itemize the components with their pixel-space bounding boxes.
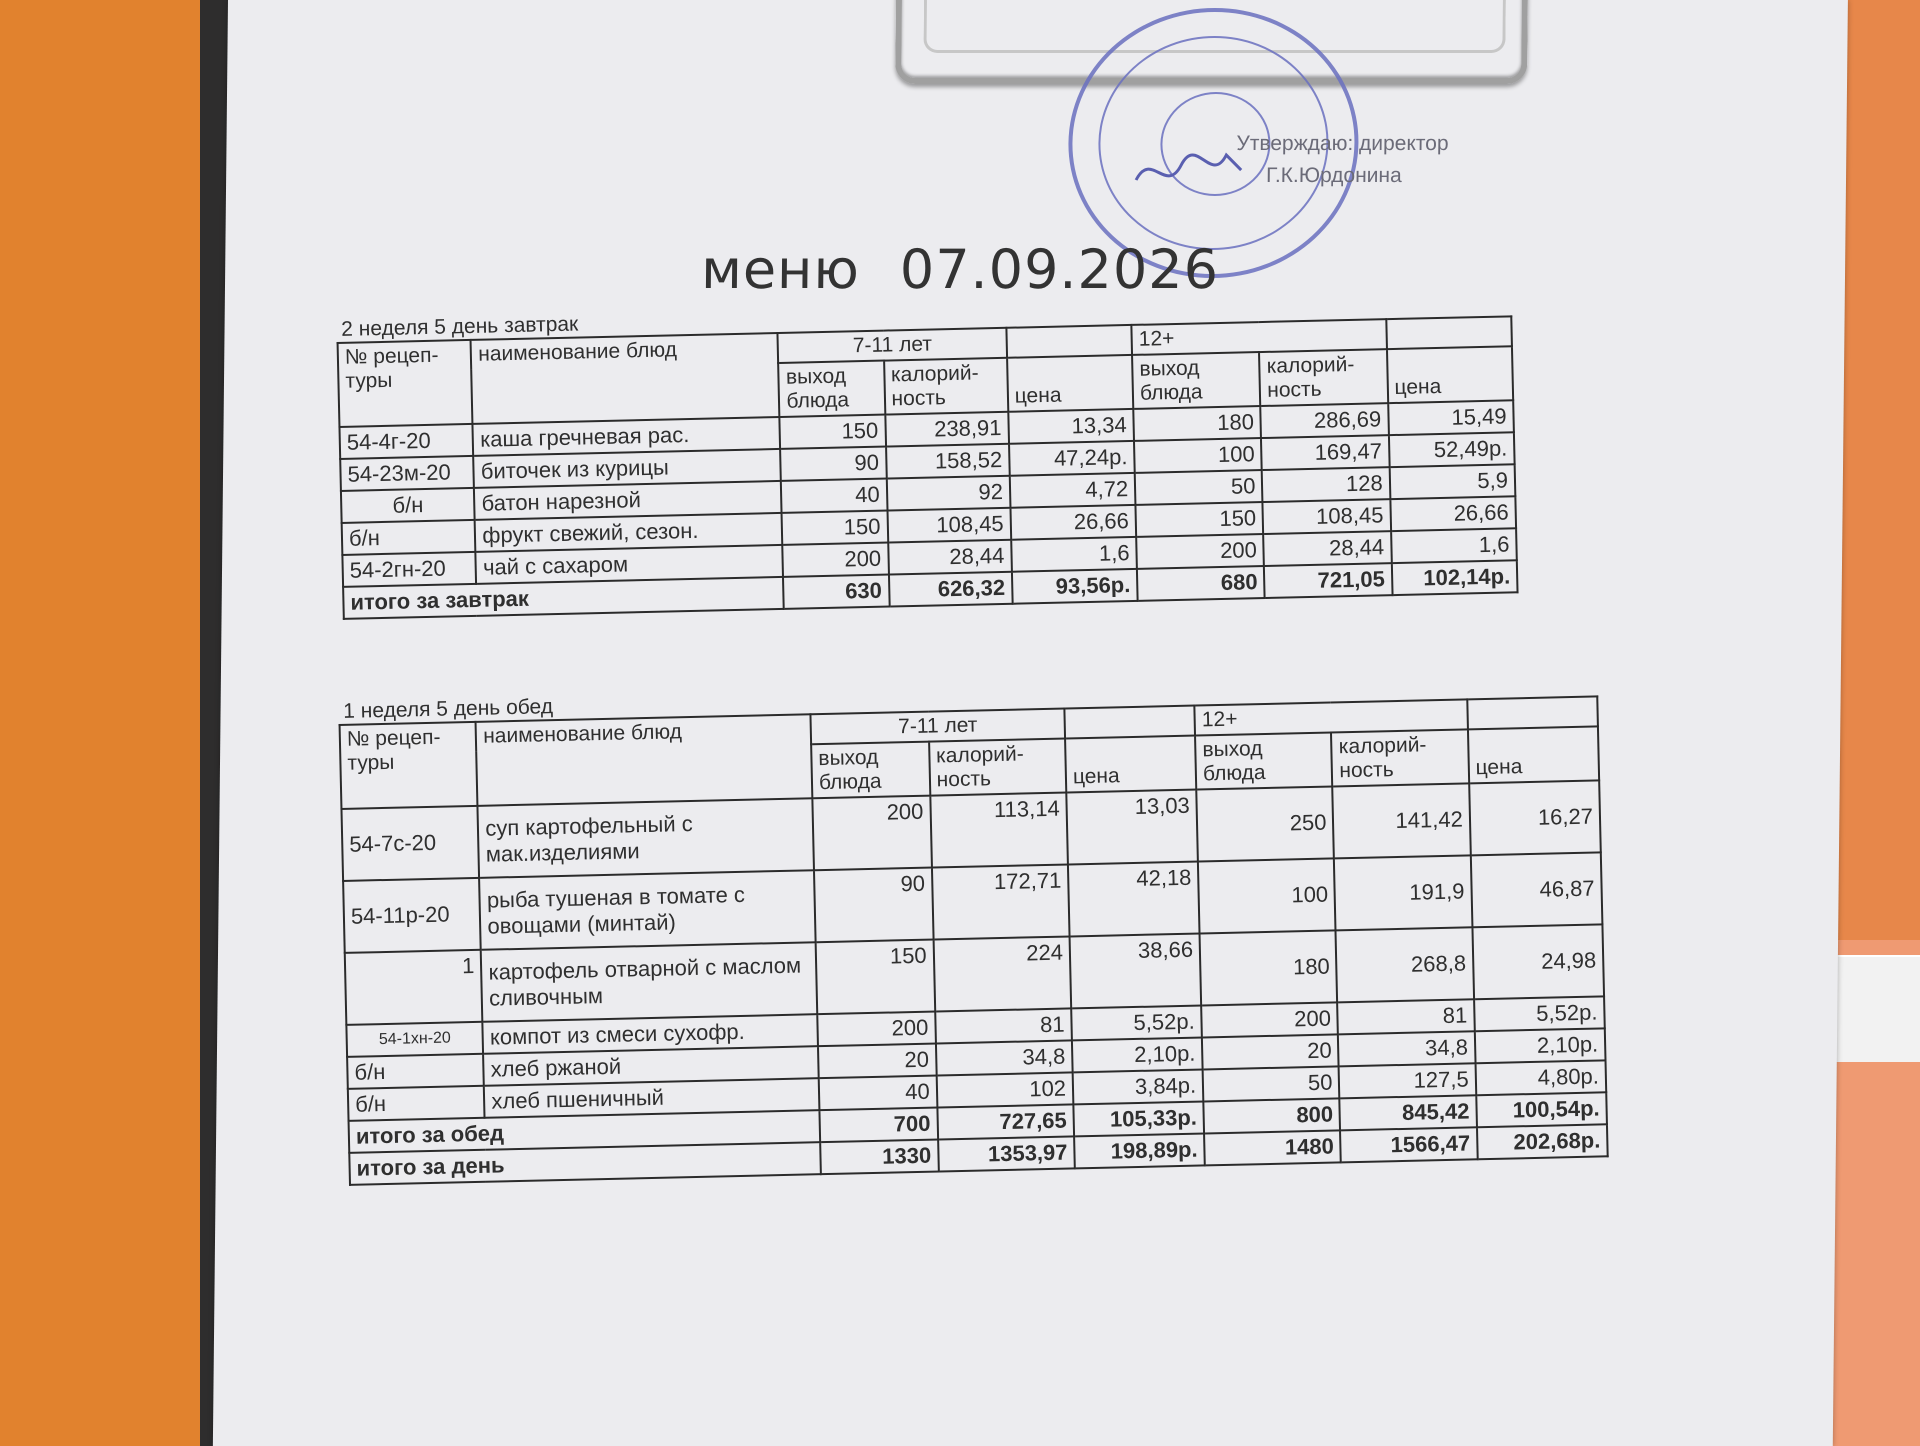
- header-age-1: 7-11 лет: [810, 709, 1065, 745]
- price-cell: 52,49р.: [1389, 432, 1515, 467]
- dish-cell: хлеб ржаной: [483, 1046, 818, 1086]
- total-price: 100,54р.: [1476, 1092, 1607, 1127]
- header-age-2: 12+: [1194, 699, 1467, 735]
- price-cell: 13,34: [1008, 409, 1134, 444]
- calories-cell: 108,45: [1263, 499, 1391, 534]
- signature-icon: [1131, 140, 1252, 200]
- header-recipe-no: № рецеп-туры: [338, 340, 473, 427]
- calories-cell: 113,14: [930, 793, 1068, 868]
- price-cell: 46,87: [1471, 852, 1603, 927]
- calories-cell: 286,69: [1261, 403, 1389, 438]
- header-price-2: цена: [1468, 726, 1599, 783]
- recipe-cell: б/н: [348, 1086, 485, 1121]
- total-price: 105,33р.: [1073, 1101, 1204, 1136]
- calories-cell: 224: [933, 936, 1071, 1011]
- day-total-calories: 1353,97: [938, 1136, 1075, 1171]
- calories-cell: 108,45: [887, 508, 1011, 543]
- total-calories: 721,05: [1264, 563, 1392, 598]
- day-total-price: 198,89р.: [1074, 1133, 1205, 1168]
- header-output-2: выход блюда: [1195, 732, 1333, 789]
- page-title: [701, 238, 1260, 301]
- output-cell: 40: [819, 1076, 937, 1111]
- price-cell: 3,84р.: [1073, 1069, 1204, 1104]
- output-cell: 90: [781, 447, 887, 481]
- calories-cell: 34,8: [936, 1040, 1073, 1075]
- calories-cell: 127,5: [1339, 1063, 1476, 1098]
- calories-cell: 28,44: [888, 540, 1012, 575]
- recipe-cell: 54-2гн-20: [342, 552, 476, 587]
- header-age-2: 12+: [1131, 319, 1386, 355]
- approval-line2: Г.К.Юрдонина: [1265, 164, 1402, 188]
- total-output: 700: [819, 1108, 937, 1143]
- recipe-cell: 54-11р-20: [343, 878, 481, 953]
- price-cell: 2,10р.: [1475, 1028, 1606, 1063]
- price-cell: 13,03: [1066, 790, 1198, 865]
- recipe-cell: б/н: [347, 1054, 484, 1089]
- calories-cell: 238,91: [885, 412, 1009, 447]
- output-cell: 150: [782, 511, 888, 545]
- header-calories-2: калорий-ность: [1259, 349, 1387, 406]
- price-cell: 26,66: [1390, 496, 1516, 531]
- header-dish-name: наименование блюд: [471, 333, 780, 424]
- output-cell: 180: [1133, 406, 1261, 441]
- day-total-output: 1480: [1204, 1130, 1341, 1165]
- price-cell: 42,18: [1068, 862, 1200, 937]
- output-cell: 200: [817, 1012, 935, 1047]
- header-price-1: цена: [1065, 736, 1196, 793]
- price-cell: 1,6: [1011, 537, 1137, 572]
- recipe-cell: 54-1хн-20: [346, 1022, 483, 1057]
- calories-cell: 81: [935, 1008, 1072, 1043]
- calories-cell: 169,47: [1261, 435, 1389, 470]
- breakfast-table: [336, 291, 1519, 620]
- total-calories: 845,42: [1340, 1095, 1477, 1130]
- price-cell: 24,98: [1472, 924, 1604, 999]
- dish-cell: компот из смеси сухофр.: [483, 1014, 818, 1054]
- output-cell: 50: [1203, 1066, 1340, 1101]
- approval-line1: Утверждаю: директор: [1236, 132, 1449, 156]
- header-calories-1: калорий-ность: [884, 358, 1008, 415]
- total-output: 630: [783, 575, 889, 609]
- calories-cell: 128: [1262, 467, 1390, 502]
- total-price: 93,56р.: [1012, 569, 1138, 604]
- output-cell: 200: [1201, 1002, 1338, 1037]
- output-cell: 200: [812, 796, 931, 871]
- day-total-label: итого за день: [349, 1142, 821, 1185]
- dish-cell: фрукт свежий, сезон.: [475, 513, 783, 552]
- dish-cell: картофель отварной с маслом сливочным: [481, 942, 817, 1022]
- total-calories: 727,65: [937, 1104, 1074, 1139]
- header-price-1: цена: [1007, 355, 1133, 412]
- price-cell: 47,24р.: [1009, 441, 1135, 476]
- lunch-caption: 1 неделя 5 день обед: [342, 695, 554, 723]
- header-calories-2: калорий-ность: [1331, 729, 1469, 786]
- recipe-cell: 54-7с-20: [341, 806, 479, 881]
- price-cell: 5,9: [1389, 464, 1515, 499]
- price-cell: 5,52р.: [1071, 1005, 1202, 1040]
- output-cell: 100: [1134, 438, 1262, 473]
- day-total-calories: 1566,47: [1340, 1127, 1477, 1162]
- day-total-output: 1330: [820, 1140, 938, 1175]
- price-cell: 4,72: [1010, 473, 1136, 508]
- recipe-cell: б/н: [341, 488, 475, 523]
- output-cell: 90: [814, 868, 933, 943]
- dish-cell: каша гречневая рас.: [473, 417, 781, 456]
- header-dish-name: наименование блюд: [476, 714, 812, 806]
- calories-cell: 191,9: [1334, 855, 1472, 930]
- calories-cell: 102: [936, 1072, 1073, 1107]
- price-cell: 38,66: [1070, 934, 1202, 1009]
- header-calories-1: калорий-ность: [929, 739, 1067, 796]
- output-cell: 150: [780, 415, 886, 449]
- price-cell: 16,27: [1469, 780, 1601, 855]
- price-cell: 2,10р.: [1072, 1037, 1203, 1072]
- price-cell: 1,6: [1391, 528, 1517, 563]
- header-output-2: выход блюда: [1132, 352, 1260, 409]
- output-cell: 50: [1135, 470, 1263, 505]
- total-price: 102,14р.: [1391, 560, 1517, 595]
- output-cell: 20: [818, 1044, 936, 1079]
- price-cell: 4,80р.: [1475, 1060, 1606, 1095]
- header-age-1: 7-11 лет: [778, 328, 1007, 363]
- dish-cell: суп картофельный с мак.изделиями: [478, 798, 814, 878]
- dish-cell: рыба тушеная в томате с овощами (минтай): [479, 870, 815, 950]
- output-cell: 100: [1198, 858, 1336, 933]
- calories-cell: 34,8: [1338, 1031, 1475, 1066]
- calories-cell: 28,44: [1263, 531, 1391, 566]
- output-cell: 40: [781, 479, 887, 513]
- dish-cell: чай с сахаром: [476, 545, 784, 584]
- title-word: меню: [700, 238, 861, 302]
- output-cell: 200: [1136, 534, 1264, 569]
- header-output-1: выход блюда: [811, 742, 930, 799]
- calories-cell: 92: [886, 476, 1010, 511]
- day-total-price: 202,68р.: [1477, 1124, 1608, 1159]
- recipe-cell: 54-23м-20: [340, 456, 474, 491]
- calories-cell: 141,42: [1333, 783, 1471, 858]
- header-output-1: выход блюда: [779, 361, 885, 417]
- calories-cell: 172,71: [932, 864, 1070, 939]
- header-price-2: цена: [1387, 346, 1514, 403]
- calories-cell: 268,8: [1336, 927, 1474, 1002]
- total-calories: 626,32: [889, 572, 1013, 607]
- recipe-cell: 1: [345, 950, 483, 1025]
- total-label: итого за завтрак: [343, 577, 784, 619]
- output-cell: 150: [816, 940, 935, 1015]
- price-cell: 26,66: [1010, 505, 1136, 540]
- price-cell: 15,49: [1388, 400, 1514, 435]
- output-cell: 150: [1136, 502, 1264, 537]
- dish-cell: биточек из курицы: [474, 449, 782, 488]
- recipe-cell: б/н: [342, 520, 476, 555]
- approval-block: [1236, 128, 1449, 192]
- total-output: 800: [1203, 1098, 1340, 1133]
- output-cell: 180: [1200, 930, 1338, 1005]
- output-cell: 200: [783, 543, 889, 577]
- recipe-cell: 54-4г-20: [339, 424, 473, 459]
- total-label: итого за обед: [349, 1110, 821, 1153]
- title-date: 07.09.2026: [899, 238, 1220, 302]
- dish-cell: хлеб пшеничный: [484, 1078, 819, 1118]
- price-cell: 5,52р.: [1474, 996, 1605, 1031]
- dish-cell: батон нарезной: [474, 481, 782, 520]
- calories-cell: 81: [1338, 999, 1475, 1034]
- header-recipe-no: № рецеп-туры: [340, 722, 478, 809]
- calories-cell: 158,52: [886, 444, 1010, 479]
- breakfast-caption: 2 неделя 5 день завтрак: [340, 312, 579, 341]
- output-cell: 20: [1202, 1034, 1339, 1069]
- lunch-table: [338, 671, 1609, 1185]
- total-output: 680: [1137, 566, 1265, 601]
- output-cell: 250: [1196, 786, 1334, 861]
